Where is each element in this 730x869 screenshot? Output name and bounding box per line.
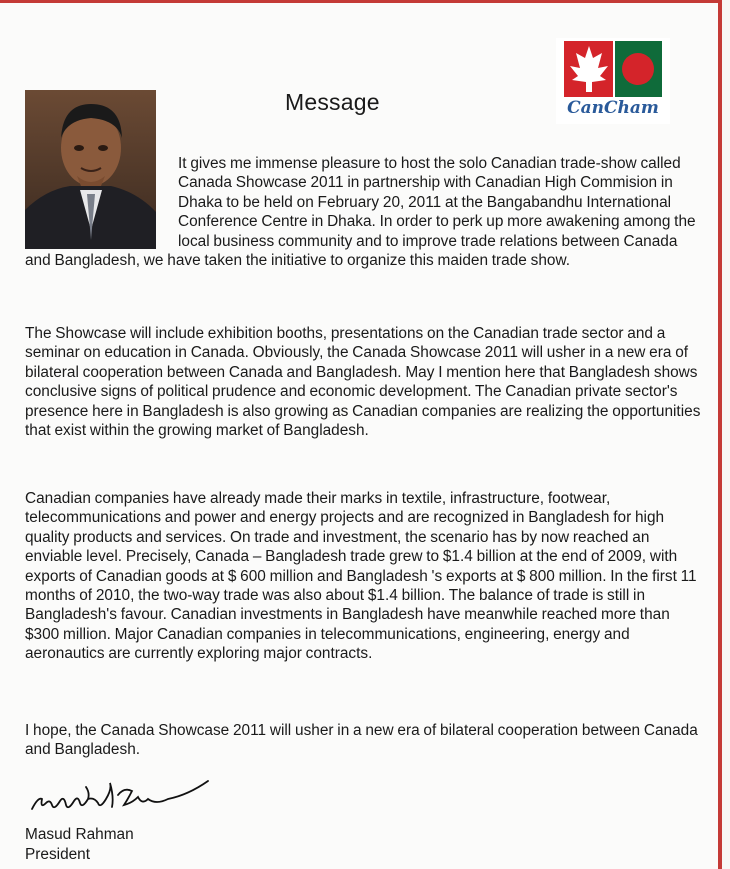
paragraph-1-text: It gives me immense pleasure to host the solo Canadian trade-show called Canada Showcase 2011 in partnership with Canadian High Commision in Dhaka to be held on February 20, 2011 at the Bangabandhu International Conference Centre in Dhaka. In order to perk up more awakening among the local business community and to improve trade relations between Canada and Bangladesh, we have taken the initiative to organize this maiden trade show. (25, 155, 696, 270)
paragraph-4: I hope, the Canada Showcase 2011 will usher in a new era of bilateral cooperation between Canada and Bangladesh. (25, 722, 698, 759)
paragraph-3: Canadian companies have already made their marks in textile, infrastructure, footwear, telecommunications and power and energy projects and are recognized in Bangladesh for high quality products and services. On trade and investment, the scenario has by now reached an enviable level. Precisely, Canada – Bangladesh trade grew to $1.4 billion at the end of 2009, with exports of Canadian goods at $ 600 million and Bangladesh 's exports at $ 800 million. In the first 11 months of 2010, the two-way trade was also about $1.4 billion. The balance of trade is still in Bangladesh's favour. Canadian investments in Bangladesh have meanwhile reached more than $300 million. Major Canadian companies in telecommunications, engineering, energy and aeronautics are currently exploring major contracts. (25, 490, 697, 663)
paragraph-2: The Showcase will include exhibition booths, presentations on the Canadian trade sector and a seminar on education in Canada. Obviously, the Canada Showcase 2011 will usher in a new era of bilateral cooperation between Canada and Bangladesh. May I mention here that Bangladesh shows conclusive signs of political prudence and economic development. The Canadian private sector's presence here in Bangladesh is also growing as Canadian companies are realizing the opportunities that exist within the growing market of Bangladesh. (25, 325, 701, 440)
page-title: Message (285, 89, 380, 115)
paragraph-1 (25, 154, 697, 270)
signatory-title: President (25, 846, 91, 863)
signature-image (28, 775, 218, 819)
photo-wrap-space (25, 154, 178, 251)
logo-text: CanCham (567, 98, 659, 118)
cancham-logo (556, 38, 670, 124)
signatory-name: Masud Rahman (25, 826, 134, 843)
